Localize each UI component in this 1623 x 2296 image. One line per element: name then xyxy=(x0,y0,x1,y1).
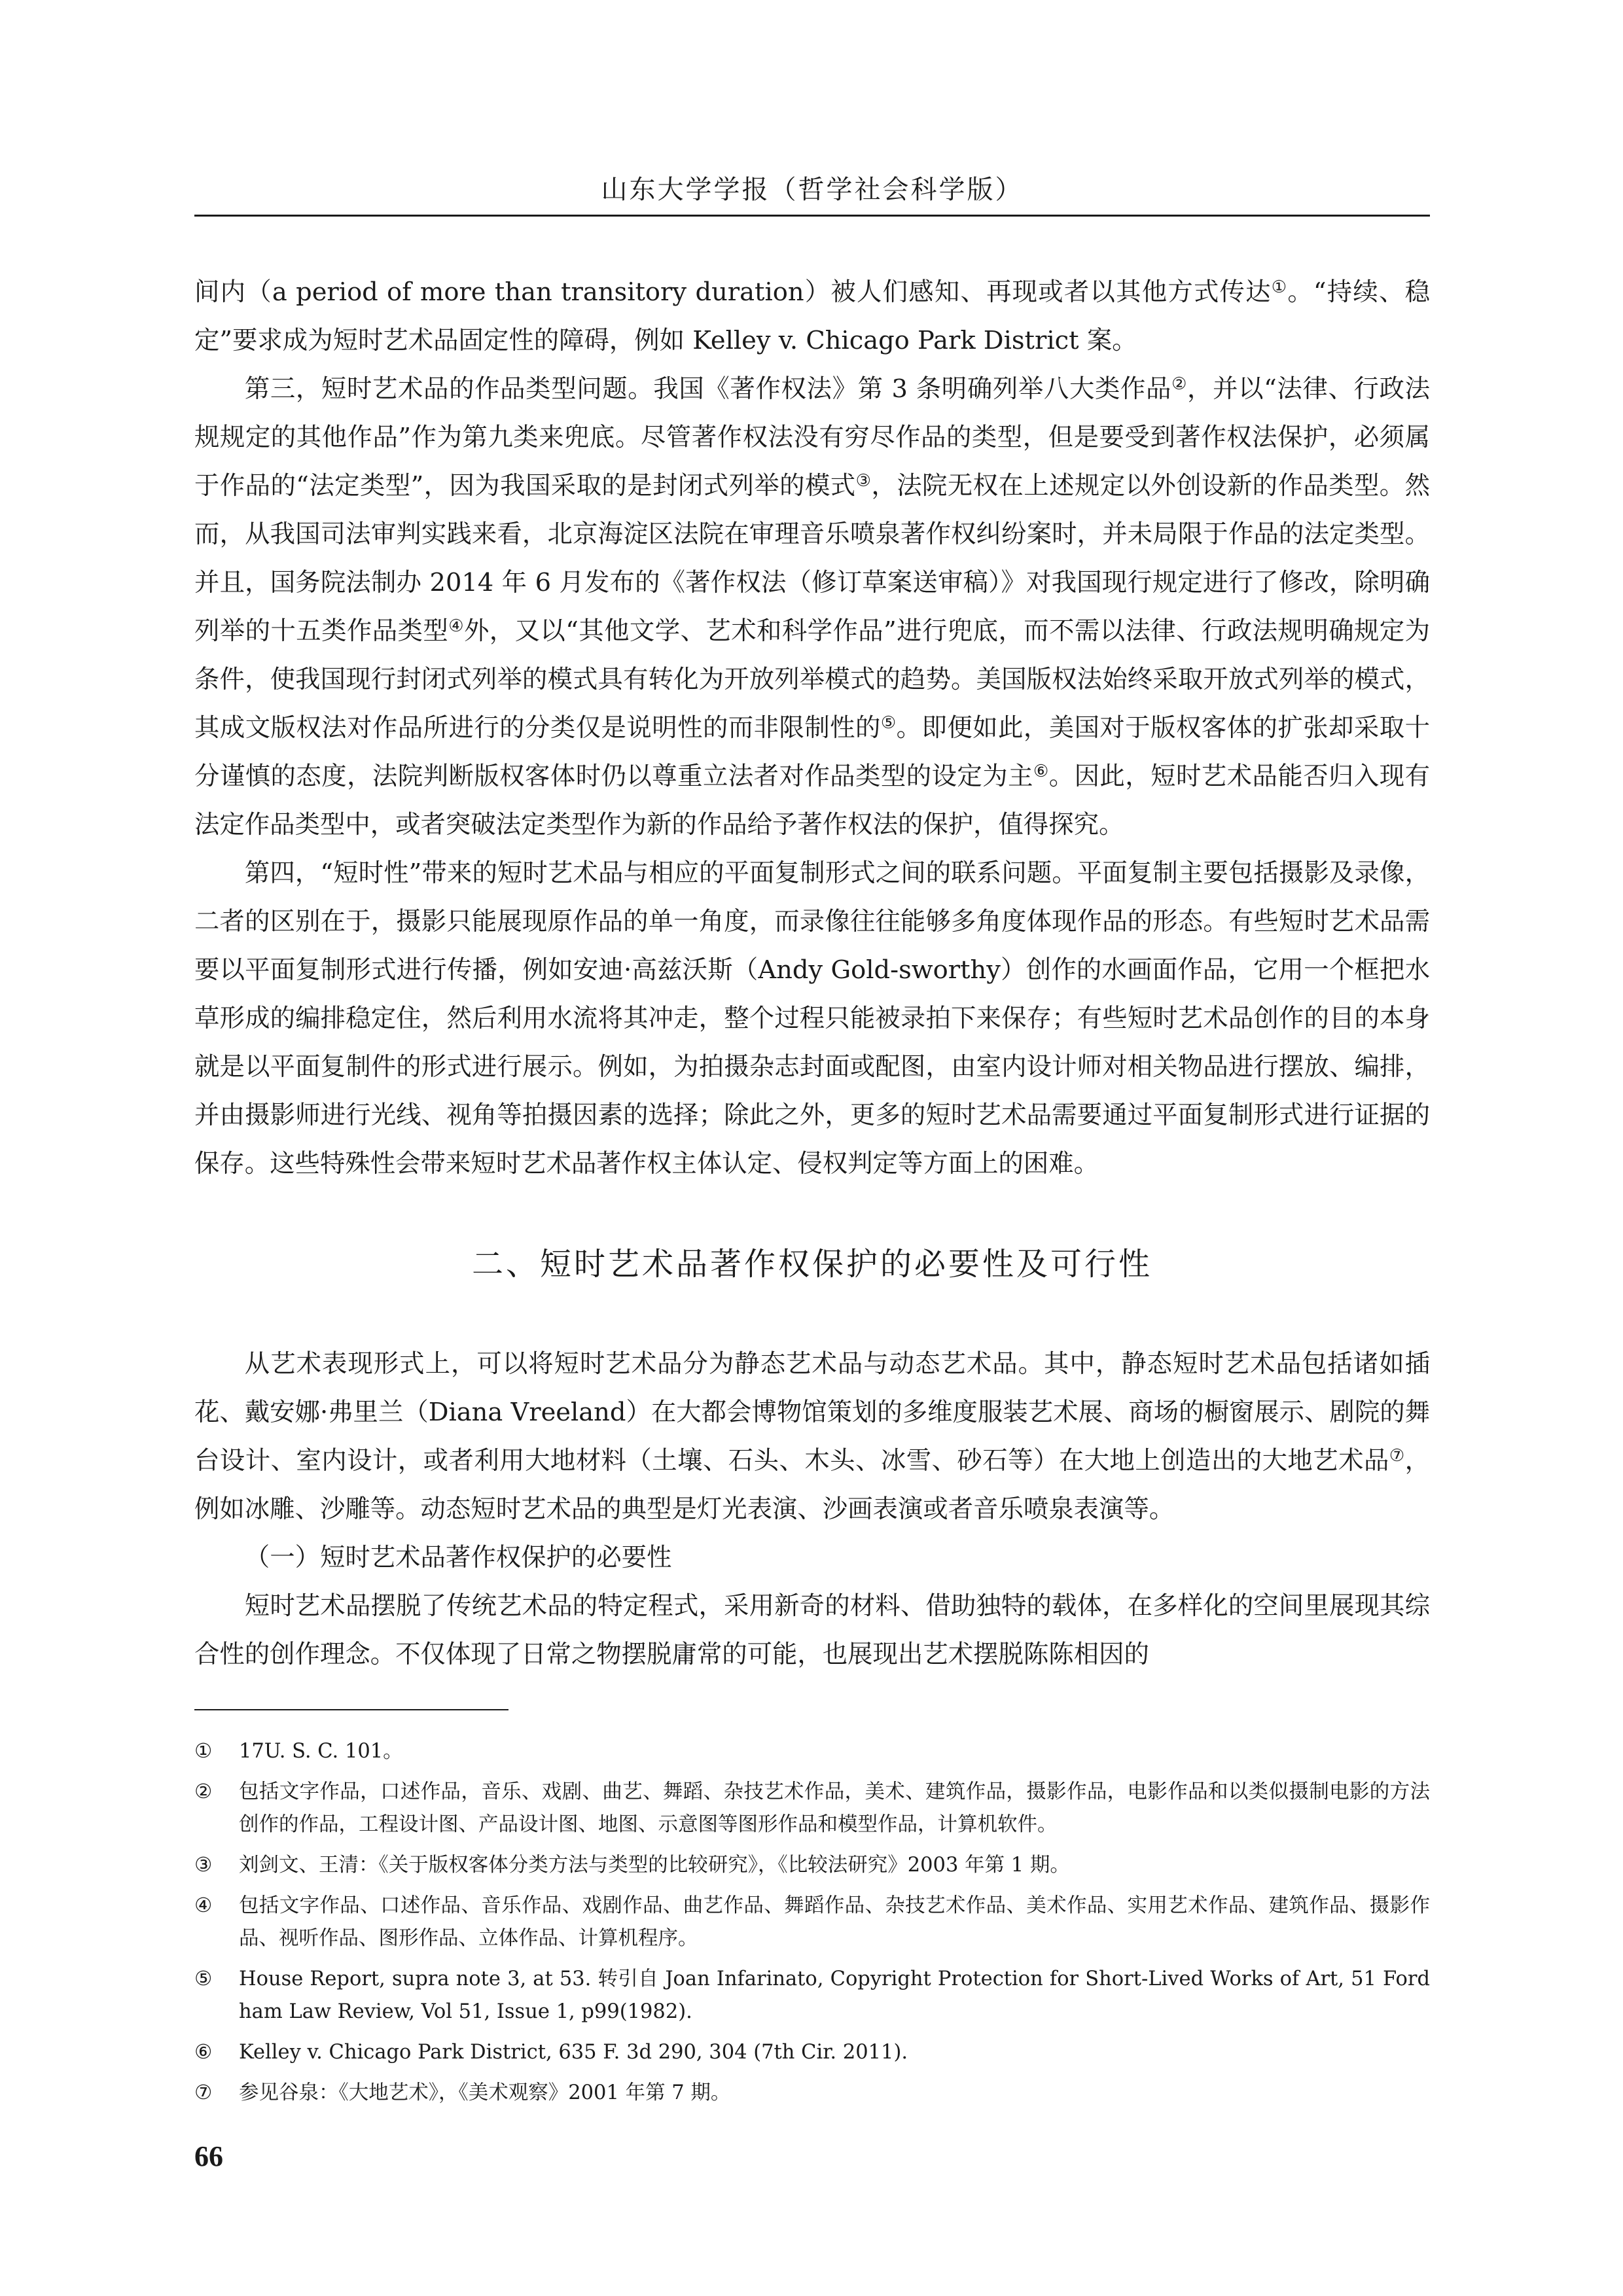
subsection-heading: （一）短时艺术品著作权保护的必要性 xyxy=(244,1543,672,1572)
text-run: 从艺术表现形式上，可以将短时艺术品分为静态艺术品与动态艺术品。其中，静态短时艺术品包括诸如插花、戴安娜·弗里兰（Diana Vreeland）在大都会博物馆策划的多维度服装艺术展、商场的橱窗展示、剧院的舞台设计、室内设计，或者利用大地材料（土壤、石头、木头、冰雪、砂石等）在大地上创造出的大地艺术品 xyxy=(194,1349,1430,1475)
footnote-7 xyxy=(194,2077,1430,2110)
footnote-5 xyxy=(194,1963,1430,2028)
footnote-rule xyxy=(194,1709,508,1710)
footnote-text: Kelley v. Chicago Park District, 635 F. 3d 290, 304 (7th Cir. 2011). xyxy=(239,2041,908,2064)
footnote-mark: ⑤ xyxy=(194,1968,213,1990)
running-head: 山东大学学报（哲学社会科学版） xyxy=(601,175,1024,205)
footnote-2 xyxy=(194,1776,1430,1841)
header-rule xyxy=(194,215,1430,217)
footnote-3 xyxy=(194,1849,1430,1882)
footnote-ref-3[interactable]: ③ xyxy=(855,471,872,491)
footnote-text: 参见谷泉：《大地艺术》，《美术观察》2001 年第 7 期。 xyxy=(239,2081,731,2104)
footnote-mark: ④ xyxy=(194,1894,213,1917)
text-run: 。因此，短时艺术品能否归入现有法定作品类型中，或者突破法定类型作为新的作品给予著作权法的保护，值得探究。 xyxy=(194,762,1430,839)
paragraph-continuation xyxy=(194,268,1430,365)
footnote-text: 包括文字作品，口述作品，音乐、戏剧、曲艺、舞蹈、杂技艺术作品，美术、建筑作品，摄影作品，电影作品和以类似摄制电影的方法创作的作品，工程设计图、产品设计图、地图、示意图等图形作品和模型作品，计算机软件。 xyxy=(239,1780,1430,1836)
footnote-text: 刘剑文、王清：《关于版权客体分类方法与类型的比较研究》，《比较法研究》2003 年第 1 期。 xyxy=(239,1854,1070,1877)
paragraph-necessity: 短时艺术品摆脱了传统艺术品的特定程式，采用新奇的材料、借助独特的载体，在多样化的空间里展现其综合性的创作理念。不仅体现了日常之物摆脱庸常的可能，也展现出艺术摆脱陈陈相因的 xyxy=(194,1591,1430,1669)
paragraph-art-forms xyxy=(194,1340,1430,1534)
text-run: ，例如冰雕、沙雕等。动态短时艺术品的典型是灯光表演、沙画表演或者音乐喷泉表演等。 xyxy=(194,1446,1430,1524)
paragraph-third-issue xyxy=(194,365,1430,849)
footnotes xyxy=(194,1735,1430,2117)
text-run: 。“持续、稳定”要求成为短时艺术品固定性的障碍，例如 Kelley v. Chicago Park District 案。 xyxy=(194,277,1430,355)
footnote-mark: ③ xyxy=(194,1854,213,1877)
footnote-text: 17U. S. C. 101。 xyxy=(239,1740,403,1763)
footnote-ref-1[interactable]: ① xyxy=(1271,277,1288,297)
footnote-mark: ② xyxy=(194,1780,213,1803)
footnote-ref-4[interactable]: ④ xyxy=(448,616,464,636)
footnote-1 xyxy=(194,1735,1430,1768)
page-number: 66 xyxy=(194,2140,223,2172)
footnote-6 xyxy=(194,2036,1430,2069)
text-run: 外，又以“其他文学、艺术和科学作品”进行兜底，而不需以法律、行政法规明确规定为条件，使我国现行封闭式列举的模式具有转化为开放列举模式的趋势。美国版权法始终采取开放式列举的模式，其成文版权法对作品所进行的分类仅是说明性的而非限制性的 xyxy=(194,616,1430,743)
footnote-mark: ⑦ xyxy=(194,2081,213,2104)
text-run: 。即便如此，美国对于版权客体的扩张却采取十分谨慎的态度，法院判断版权客体时仍以尊重立法者对作品类型的设定为主 xyxy=(194,713,1430,791)
journal-page xyxy=(194,0,1430,2296)
footnote-4 xyxy=(194,1890,1430,1955)
paragraph-fourth-issue: 第四，“短时性”带来的短时艺术品与相应的平面复制形式之间的联系问题。平面复制主要包括摄影及录像，二者的区别在于，摄影只能展现原作品的单一角度，而录像往往能够多角度体现作品的形态。有些短时艺术品需要以平面复制形式进行传播，例如安迪·高兹沃斯（Andy Gold-sworthy）创作的水画面作品，它用一个框把水草形成的编排稳定住，然后利用水流将其冲走，整个过程只能被录拍下来保存；有些短时艺术品创作的目的本身就是以平面复制件的形式进行展示。例如，为拍摄杂志封面或配图，由室内设计师对相关物品进行摆放、编排，并由摄影师进行光线、视角等拍摄因素的选择；除此之外，更多的短时艺术品需要通过平面复制形式进行证据的保存。这些特殊性会带来短时艺术品著作权主体认定、侵权判定等方面上的困难。 xyxy=(194,858,1430,1178)
footnote-ref-2[interactable]: ② xyxy=(1171,374,1188,394)
footnote-mark: ① xyxy=(194,1740,213,1763)
text-run: 第三，短时艺术品的作品类型问题。我国《著作权法》第 3 条明确列举八大类作品 xyxy=(244,374,1172,404)
section-heading: 二、短时艺术品著作权保护的必要性及可行性 xyxy=(471,1246,1152,1282)
footnote-ref-7[interactable]: ⑦ xyxy=(1389,1446,1405,1466)
footnote-ref-5[interactable]: ⑤ xyxy=(880,713,897,733)
footnote-text: House Report, supra note 3, at 53. 转引自 Joan Infarinato, Copyright Protection for Short-Lived Works of Art, 51 Fordham Law Review, Vol 51, Issue 1, p99(1982). xyxy=(239,1968,1430,2023)
footnote-ref-6[interactable]: ⑥ xyxy=(1033,762,1049,781)
text-run: ，法院无权在上述规定以外创设新的作品类型。然而，从我国司法审判实践来看，北京海淀区法院在审理音乐喷泉著作权纠纷案时，并未局限于作品的法定类型。并且，国务院法制办 2014 年 6 月发布的《著作权法（修订草案送审稿）》对我国现行规定进行了修改，除明确列举的十五类作品类型 xyxy=(194,471,1430,646)
body-text xyxy=(194,268,1430,1679)
footnote-text: 包括文字作品、口述作品、音乐作品、戏剧作品、曲艺作品、舞蹈作品、杂技艺术作品、美术作品、实用艺术作品、建筑作品、摄影作品、视听作品、图形作品、立体作品、计算机程序。 xyxy=(239,1894,1430,1950)
text-run: 间内（a period of more than transitory duration）被人们感知、再现或者以其他方式传达 xyxy=(194,277,1272,307)
text-run: ，并以“法律、行政法规规定的其他作品”作为第九类来兜底。尽管著作权法没有穷尽作品的类型，但是要受到著作权法保护，必须属于作品的“法定类型”，因为我国采取的是封闭式列举的模式 xyxy=(194,374,1430,501)
footnote-mark: ⑥ xyxy=(194,2041,213,2064)
